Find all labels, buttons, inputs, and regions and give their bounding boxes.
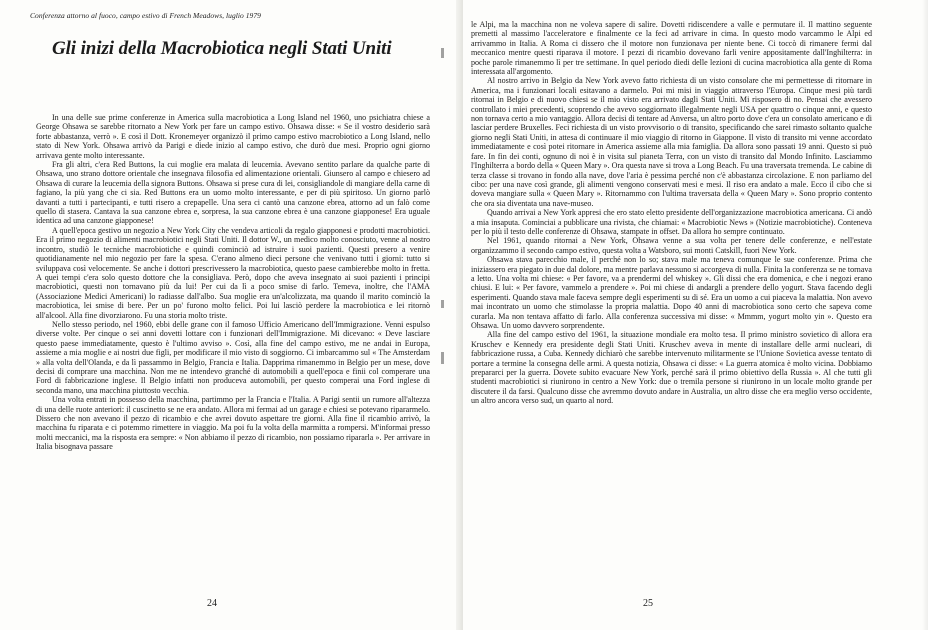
gutter-speck: [441, 300, 444, 308]
paragraph: Fra gli altri, c'era Red Buttons, la cui moglie era malata di leucemia. Avevano sentito parlare da qualche parte di Ohsawa, uno strano dottore orientale che insegnava filosofia ed alimentazione orientali. Giunsero al campo e chiesero ad Ohsawa di curare la leucemia della signora Buttons. Ohsawa si prese cura di lei, consigliandole di mangiare della carne di fagiano, la più yang che ci sia. Red Buttons era un uomo molto interessante, e per di più spiritoso. Un giorno parlò davanti a tutti i partecipanti, e tutti risero a crepapelle. Una sera ci cantò una canzone ebrea, attorno ad un falò come quello di stasera. Cantava la sua canzone ebrea e, sorpresa, la sua canzone ebrea è una canzone giapponese! Era uguale identica ad una canzone giapponese!: [36, 160, 430, 226]
paragraph: A quell'epoca gestivo un negozio a New York City che vendeva articoli da regalo giapponesi e prodotti macrobiotici. Era il primo negozio di alimenti macrobiotici negli Stati Uniti. Il dottor W., un medico molto conosciuto, venne al nostro incontro, studiò le tecniche macrobiotiche e quindi cominciò ad istruire i suoi pazienti. Questi presero a venire quotidianamente nel mio negozio per fare la spesa. C'erano almeno dieci persone che venivano tutti i giorni: tutto si sviluppava così velocemente. Se anche i dottori prescrivessero la macrobiotica, questo paese cambierebbe molto in fretta. A quei tempi c'era solo questo dottore che la consigliava. Però, dopo che aveva insegnato ai suoi pazienti i principi macrobiotici, questi non tornavano più da lui! Per cui da lì a poco smise di farlo. Temeva, inoltre, che l'AMA (Associazione Medici Americani) lo radiasse dall'albo. Sua moglie era un'alcolizzata, ma quando il marito cominciò la macrobiotica, lei smise di bere. Per un po' furono molto felici. Poi lui lasciò perdere la macrobiotica e lei ritornò all'alcool. Alla fine divorziarono. Fu una storia molto triste.: [36, 225, 430, 320]
page-number-left: 24: [207, 598, 217, 609]
left-page: [0, 0, 463, 630]
page-number-right: 25: [643, 598, 653, 609]
gutter-speck: [441, 48, 444, 58]
paragraph: Quando arrivai a New York appresi che ero stato eletto presidente dell'organizzazione macrobiotica americana. Ci andò a mia insaputa. Cominciai a pubblicare una rivista, che chiamai: « Macrobiotic News » (Notizie macrobiotiche). Conteneva per lo più il testo delle conferenze di Ohsawa, stampate in offset. Da allora ho sempre continuato.: [471, 208, 872, 236]
paragraph: In una delle sue prime conferenze in America sulla macrobiotica a Long Island nel 1960, uno psichiatra chiese a George Ohsawa se sarebbe ritornato a New York per fare un campo estivo. Ohsawa disse: « Se il vostro desiderio sarà forte abbastanza, verrò ». E così il Dott. Kronemeyer organizzò il primo campo estivo macrobiotico a Long Island, nello stato di New York. Ohsawa arrivò da Parigi e diede inizio al campo estivo, che durò due mesi. Proprio ogni giorno arrivava gente molto interessante.: [36, 113, 430, 160]
chapter-title: Gli inizi della Macrobiotica negli Stati Uniti: [52, 38, 392, 59]
gutter-speck: [441, 352, 444, 364]
paragraph: Alla fine del campo estivo del 1961, la situazione mondiale era molto tesa. Il primo ministro sovietico di allora era Kruschev e Kennedy era presidente degli Stati Uniti. Kruschev aveva in mente di installare delle armi nucleari, di fabbricazione russa, a Cuba. Kennedy dichiarò che sarebbe intervenuto militarmente se l'Unione Sovietica avesse tentato di portare a termine la consegna delle armi. A questa notizia, Ohsawa ci disse: « La guerra atomica è molto vicina. Dobbiamo prepararci per la guerra. Dovete subito evacuare New York, perché sarà il primo obiettivo della Russia ». Al che tutti gli studenti macrobiotici si riunirono in centro a New York: due o tremila persone si riunirono in un locale molto grande per discutere il da farsi. Qualcuno disse che avremmo dovuto andare in Australia, un altro disse che era meglio verso occidente, un altro ancora verso sud, un quarto al nord.: [471, 330, 872, 406]
page-edge-shadow: [922, 0, 928, 630]
paragraph: le Alpi, ma la macchina non ne voleva sapere di salire. Dovetti ridiscendere a valle e permutare il. Il mattino seguente premetti al massimo l'acceleratore e finalmente ce la feci ad arrivare in cima. In questo modo varcammo le Alpi ed arrivammo in Italia. A Roma ci dissero che il motore non funzionava per niente bene. Ci toccò di rimanere fermi dal meccanico mentre questi riparava il motore. I pezzi di ricambio dovevano farli venire appositamente dall'Inghilterra: in poche parole rimanemmo lì per tre settimane. In quel periodo diedi delle lezioni di cucina macrobiotica alla gente di Roma interessata all'argomento.: [471, 20, 872, 77]
paragraph: Al nostro arrivo in Belgio da New York avevo fatto richiesta di un visto consolare che mi permettesse di ritornare in America, ma i funzionari locali esitavano a darmelo. Poi mi misi in viaggio attraverso l'Europa. Cinque mesi più tardi ritornai in Belgio e di nuovo chiesi se il mio visto era arrivato dagli Stati Uniti. Mi risposero di no. Pensai che avessero controllato i miei precedenti, scoprendo che avevo soggiornato illegalmente negli USA per quattro o cinque anni, e questo non tornava certo a mio vantaggio. Allora decisi di tentare ad Anversa, un altro porto dove c'era un consolato americano e di lasciar perdere Bruxelles. Feci richiesta di un visto provvisorio o di transito, specificando che sarei rimasto soltanto qualche giorno negli Stati Uniti, in attesa di continuare il mio viaggio di ritorno in Giappone. Il visto di transito mi venne accordato immediatamente e così potei ritornare in America assieme alla mia famiglia. Da allora sono passati 19 anni. Questo si può fare. In fin dei conti, ognuno di noi è in visita sul pianeta Terra, con un visto di transito dal Mondo Infinito. Lasciammo l'Inghilterra a bordo della « Queen Mary ». Ora questa nave si trova a Long Beach. Fu una traversata tremenda. Le cabine di terza classe si trovano in fondo alla nave, dove l'aria è pessima perché non c'è abbastanza circolazione. E non parliamo del cibo: per una nave così grande, gli alimenti vengono conservati mesi e mesi. Il riso era andato a male. Ecco il cibo che si doveva mangiare sulla « Queen Mary ». Ritornammo con l'ultima traversata della « Queen Mary ». Sono proprio contento che ora sia diventata una nave-museo.: [471, 76, 872, 208]
running-header: Conferenza attorno al fuoco, campo estivo di French Meadows, luglio 1979: [30, 11, 261, 20]
paragraph: Una volta entrati in possesso della macchina, partimmo per la Francia e l'Italia. A Parigi sentii un rumore all'altezza di una delle ruote anteriori: il cuscinetto se ne era andato. Allora mi fermai ad un garage e chiesi se potevano ripararmelo. Dissero che non avevano il pezzo di ricambio e che avrei dovuto aspettare tre giorni. Alla fine il ricambio arrivò, la macchina fu riparata e ci potemmo rimettere in viaggio. Ma poi fu la volta della marmitta a rompersi. M'informai presso molti meccanici, ma la risposta era sempre: « Non abbiamo il pezzo di ricambio, non possiamo ripararla ». Per arrivare in Italia bisognava passare: [36, 395, 430, 452]
paragraph: Nello stesso periodo, nel 1960, ebbi delle grane con il famoso Ufficio Americano dell'Immigrazione. Venni espulso diverse volte. Per cinque o sei anni dovetti lottare con i funzionari dell'Immigrazione. Mi dicevano: « Deve lasciare questo paese immediatamente, questo è l'ultimo avviso ». Così, alla fine del campo estivo, me ne andai in Europa, assieme a mia moglie e ai nostri due figli, per modificare il mio visto di soggiorno. Ci imbarcammo sul « The Amsterdam » alla volta dell'Olanda, e da lì passammo in Belgio, Francia e Italia. Dapprima rimanemmo in Belgio per un mese, dove decisi di comprare una macchina. Non me ne intendevo granché di automobili a quell'epoca e finii col comperare una Ford di fabbricazione inglese. Il Belgio infatti non produceva automobili, per questo comperai una Ford inglese di seconda mano, una macchina piuttosto vecchia.: [36, 319, 430, 395]
right-page: [463, 0, 928, 630]
paragraph: Nel 1961, quando ritornai a New York, Ohsawa venne a sua volta per tenere delle conferenze, e nell'estate organizzammo il secondo campo estivo, questa volta a Watsboro, sui monti Catskill, fuori New York.: [471, 236, 872, 255]
paragraph: Ohsawa stava parecchio male, il perché non lo so; stava male ma teneva comunque le sue conferenze. Prima che iniziassero era piegato in due dal dolore, ma mentre parlava nessuno si accorgeva di nulla. Finita la conferenza se ne tornava a letto. Una volta mi chiese: « Per favore, va a prendermi del whiskey ». Gli dissi che era domenica, e che i negozi erano chiusi. E lui: « Per favore, vammelo a prendere ». Poi mi chiese di andargli a prendere dello yogurt. Stava facendo degli esperimenti. Quando stava male faceva sempre degli esperimenti su di sé. Era un uomo a cui piaceva la malattia. Non avevo mai incontrato un uomo che stimolasse la propria malattia. Dopo 40 anni di macrobiotica sono certo che sapeva come curarla. Ma non tentava affatto di farlo. Alla conferenza successiva mi disse: « Mmmm, yogurt molto yin ». Questo era Ohsawa. Un uomo davvero sorprendente.: [471, 255, 872, 330]
right-body-text: [471, 20, 872, 406]
left-body-text: [36, 113, 430, 452]
